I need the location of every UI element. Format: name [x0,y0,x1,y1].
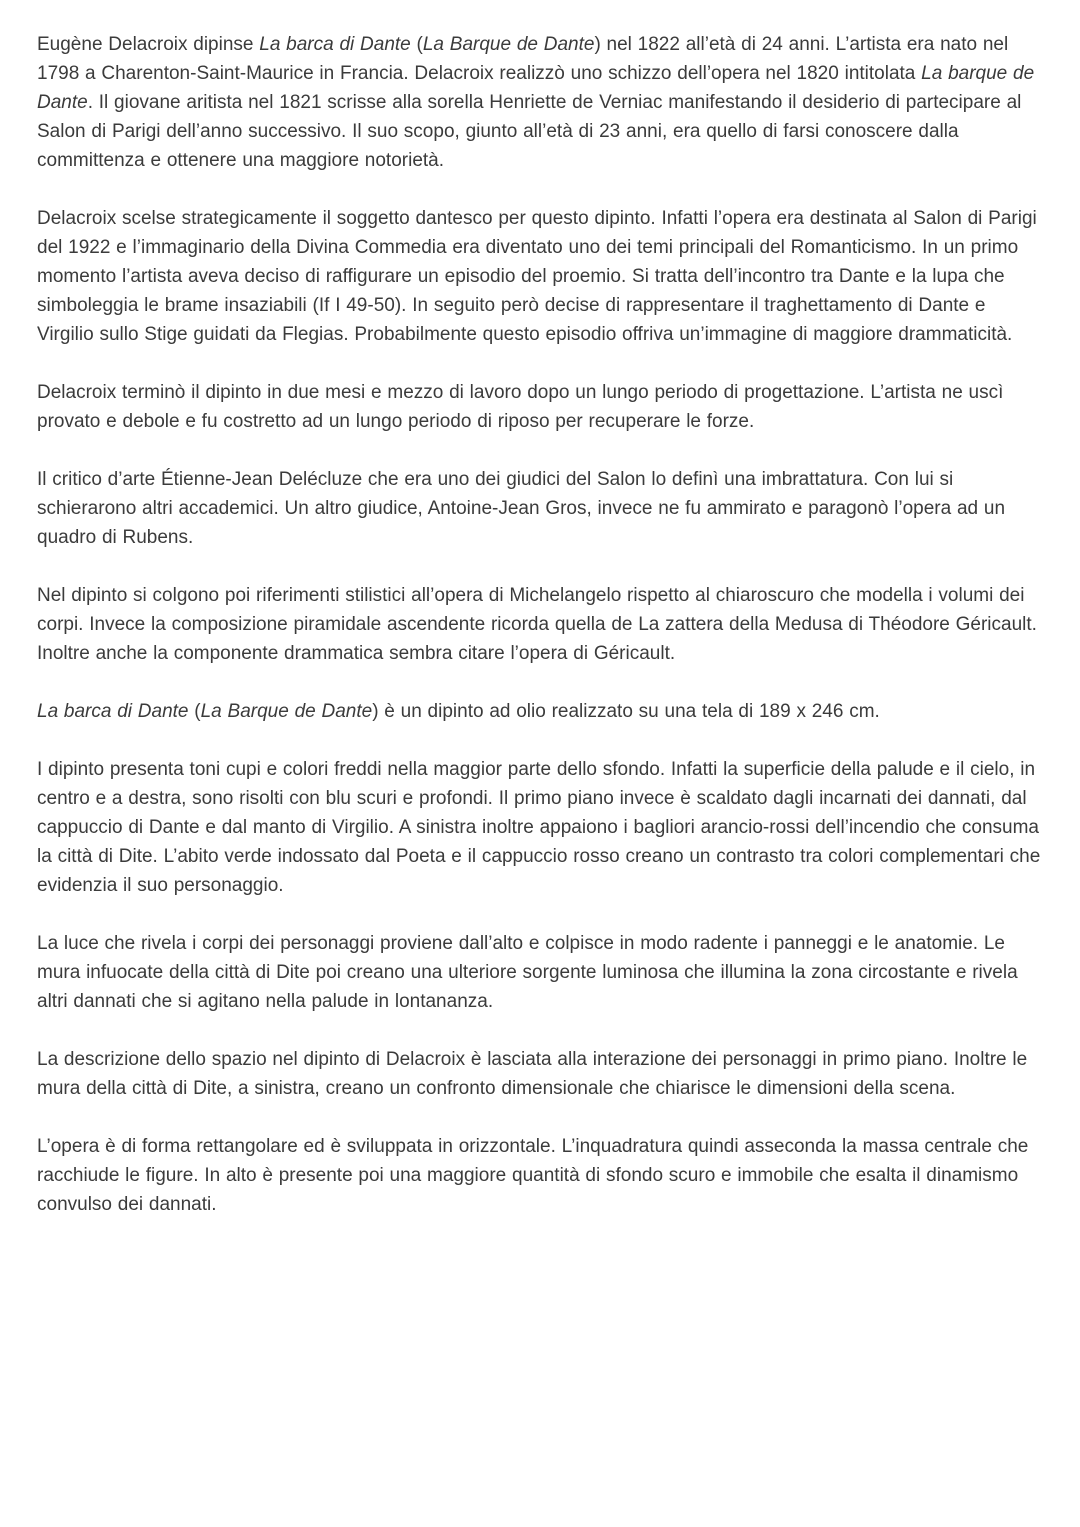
text: . Il giovane aritista nel 1821 scrisse alla sorella Henriette de Verniac manifestando il desiderio di partecipare al Salon di Parigi dell’anno successivo. Il suo scopo, giunto all’età di 23 anni, era quello di farsi conoscere dalla committenza e ottenere una maggiore notorietà. [37,92,1022,171]
italic-text: La barca di Dante [259,34,411,55]
text: Delacroix terminò il dipinto in due mesi e mezzo di lavoro dopo un lungo periodo di progettazione. L’artista ne uscì provato e debole e fu costretto ad un lungo periodo di riposo per recuperare le forze. [37,382,1004,432]
text: ( [188,701,201,722]
text: ( [410,34,423,55]
text: La descrizione dello spazio nel dipinto di Delacroix è lasciata alla interazione dei personaggi in primo piano. Inoltre le mura della città di Dite, a sinistra, creano un confronto dimensionale che chiarisce le dimensioni della scena. [37,1049,1028,1099]
paragraph [37,378,1044,436]
paragraph [37,581,1044,668]
text: Nel dipinto si colgono poi riferimenti stilistici all’opera di Michelangelo rispetto al chiaroscuro che modella i volumi dei corpi. Invece la composizione piramidale ascendente ricorda quella de La zattera della Medusa di Théodore Géricault. Inoltre anche la componente drammatica sembra citare l’opera di Géricault. [37,585,1037,664]
paragraph [37,1132,1044,1219]
paragraph [37,465,1044,552]
article-body [37,30,1044,1219]
italic-text: La barca di Dante [37,701,189,722]
italic-text: La Barque de Dante [422,34,595,55]
paragraph [37,697,1044,726]
text: Il critico d’arte Étienne-Jean Delécluze che era uno dei giudici del Salon lo definì una imbrattatura. Con lui si schierarono altri accademici. Un altro giudice, Antoine-Jean Gros, invece ne fu ammirato e paragonò l’opera ad un quadro di Rubens. [37,469,1006,548]
text: L’opera è di forma rettangolare ed è sviluppata in orizzontale. L’inquadratura quindi asseconda la massa centrale che racchiude le figure. In alto è presente poi una maggiore quantità di sfondo scuro e immobile che esalta il dinamismo convulso dei dannati. [37,1136,1029,1215]
paragraph [37,929,1044,1016]
italic-text: La Barque de Dante [200,701,373,722]
text: Eugène Delacroix dipinse [37,34,260,55]
paragraph [37,204,1044,349]
italic-text: La barque de Dante [37,63,1035,113]
text: Delacroix scelse strategicamente il soggetto dantesco per questo dipinto. Infatti l’opera era destinata al Salon di Parigi del 1922 e l’immaginario della Divina Commedia era diventato uno dei temi principali del Romanticismo. In un primo momento l’artista aveva deciso di raffigurare un episodio del proemio. Si tratta dell’incontro tra Dante e la lupa che simboleggia le brame insaziabili (If I 49-50). In seguito però decise di rappresentare il traghettamento di Dante e Virgilio sullo Stige guidati da Flegias. Probabilmente questo episodio offriva un’immagine di maggiore drammaticità. [37,208,1037,345]
paragraph [37,755,1044,900]
text: ) è un dipinto ad olio realizzato su una tela di 189 x 246 cm. [372,701,880,722]
article [37,30,1044,1219]
text: La luce che rivela i corpi dei personaggi proviene dall’alto e colpisce in modo radente i panneggi e le anatomie. Le mura infuocate della città di Dite poi creano una ulteriore sorgente luminosa che illumina la zona circostante e rivela altri dannati che si agitano nella palude in lontananza. [37,933,1018,1012]
text: I dipinto presenta toni cupi e colori freddi nella maggior parte dello sfondo. Infatti la superficie della palude e il cielo, in centro e a destra, sono risolti con blu scuri e profondi. Il primo piano invece è scaldato dagli incarnati dei dannati, dal cappuccio di Dante e dal manto di Virgilio. A sinistra inoltre appaiono i bagliori arancio-rossi dell’incendio che consuma la città di Dite. L’abito verde indossato dal Poeta e il cappuccio rosso creano un contrasto tra colori complementari che evidenzia il suo personaggio. [37,759,1041,896]
paragraph [37,30,1044,175]
text: ) nel 1822 all’età di 24 anni. L’artista era nato nel 1798 a Charenton-Saint-Maurice in Francia. Delacroix realizzò uno schizzo dell’opera nel 1820 intitolata [37,34,1009,84]
paragraph [37,1045,1044,1103]
